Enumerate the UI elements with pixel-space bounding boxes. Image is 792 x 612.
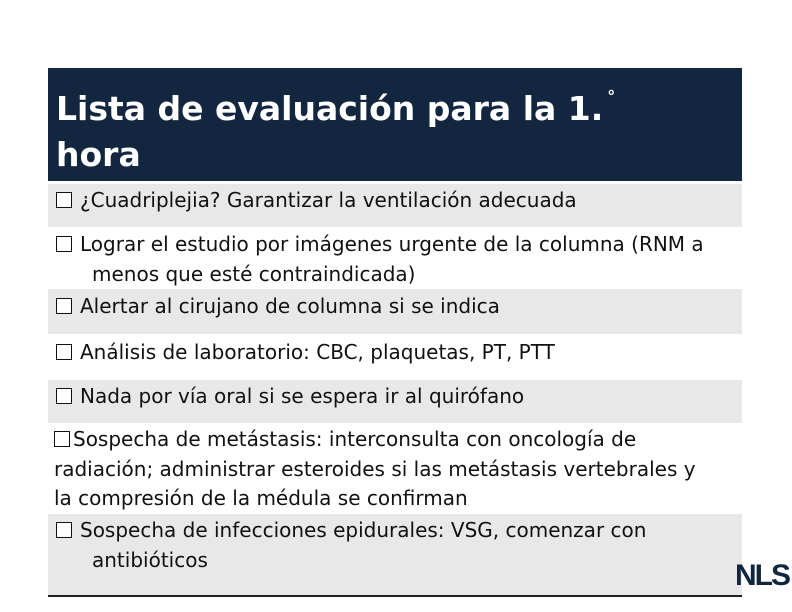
checklist-item-3 — [48, 289, 742, 334]
slide-title-bar — [48, 68, 742, 181]
checklist-item-7 — [48, 514, 742, 595]
checkbox-icon[interactable] — [54, 431, 70, 447]
checklist-item-text: Sospecha de metástasis: interconsulta con oncología de — [73, 427, 637, 451]
slide-title-line-1 — [56, 74, 742, 132]
checklist-item-text: Análisis de laboratorio: CBC, plaquetas, PT, PTT — [80, 340, 555, 364]
checklist-item-text: ¿Cuadriplejia? Garantizar la ventilación adecuada — [80, 188, 577, 212]
checkbox-icon[interactable] — [56, 388, 72, 404]
checklist-item-text-continuation: menos que esté contraindicada) — [92, 262, 416, 286]
checklist-item-text: Alertar al cirujano de columna si se indica — [80, 294, 500, 318]
checklist-item-text-continuation: antibióticos — [92, 548, 208, 572]
checkbox-icon[interactable] — [56, 298, 72, 314]
checkbox-icon[interactable] — [56, 236, 72, 252]
checklist-item-6 — [48, 424, 742, 514]
checkbox-icon[interactable] — [56, 344, 72, 360]
checklist-item-4 — [48, 336, 742, 378]
checklist-item-5 — [48, 380, 742, 423]
checklist-item-text-continuation: la compresión de la médula se confirman — [54, 486, 468, 510]
checklist-item-text-continuation: radiación; administrar esteroides si las metástasis vertebrales y — [54, 456, 696, 481]
degree-sign: ° — [607, 87, 616, 106]
checkbox-icon[interactable] — [56, 192, 72, 208]
checklist-item-1 — [48, 184, 742, 227]
bottom-divider — [48, 595, 742, 597]
checklist-item-2 — [48, 229, 742, 289]
slide-title-text: Lista de evaluación para la 1. — [56, 89, 604, 128]
slide-title-line-2: hora — [56, 135, 141, 174]
checkbox-icon[interactable] — [56, 522, 72, 538]
checklist-item-text: Lograr el estudio por imágenes urgente de la columna (RNM a — [80, 232, 704, 256]
checklist-item-text: Nada por vía oral si se espera ir al quirófano — [80, 384, 525, 408]
nls-logo: NLS — [735, 559, 789, 592]
checklist-item-text: Sospecha de infecciones epidurales: VSG, comenzar con — [80, 518, 647, 542]
